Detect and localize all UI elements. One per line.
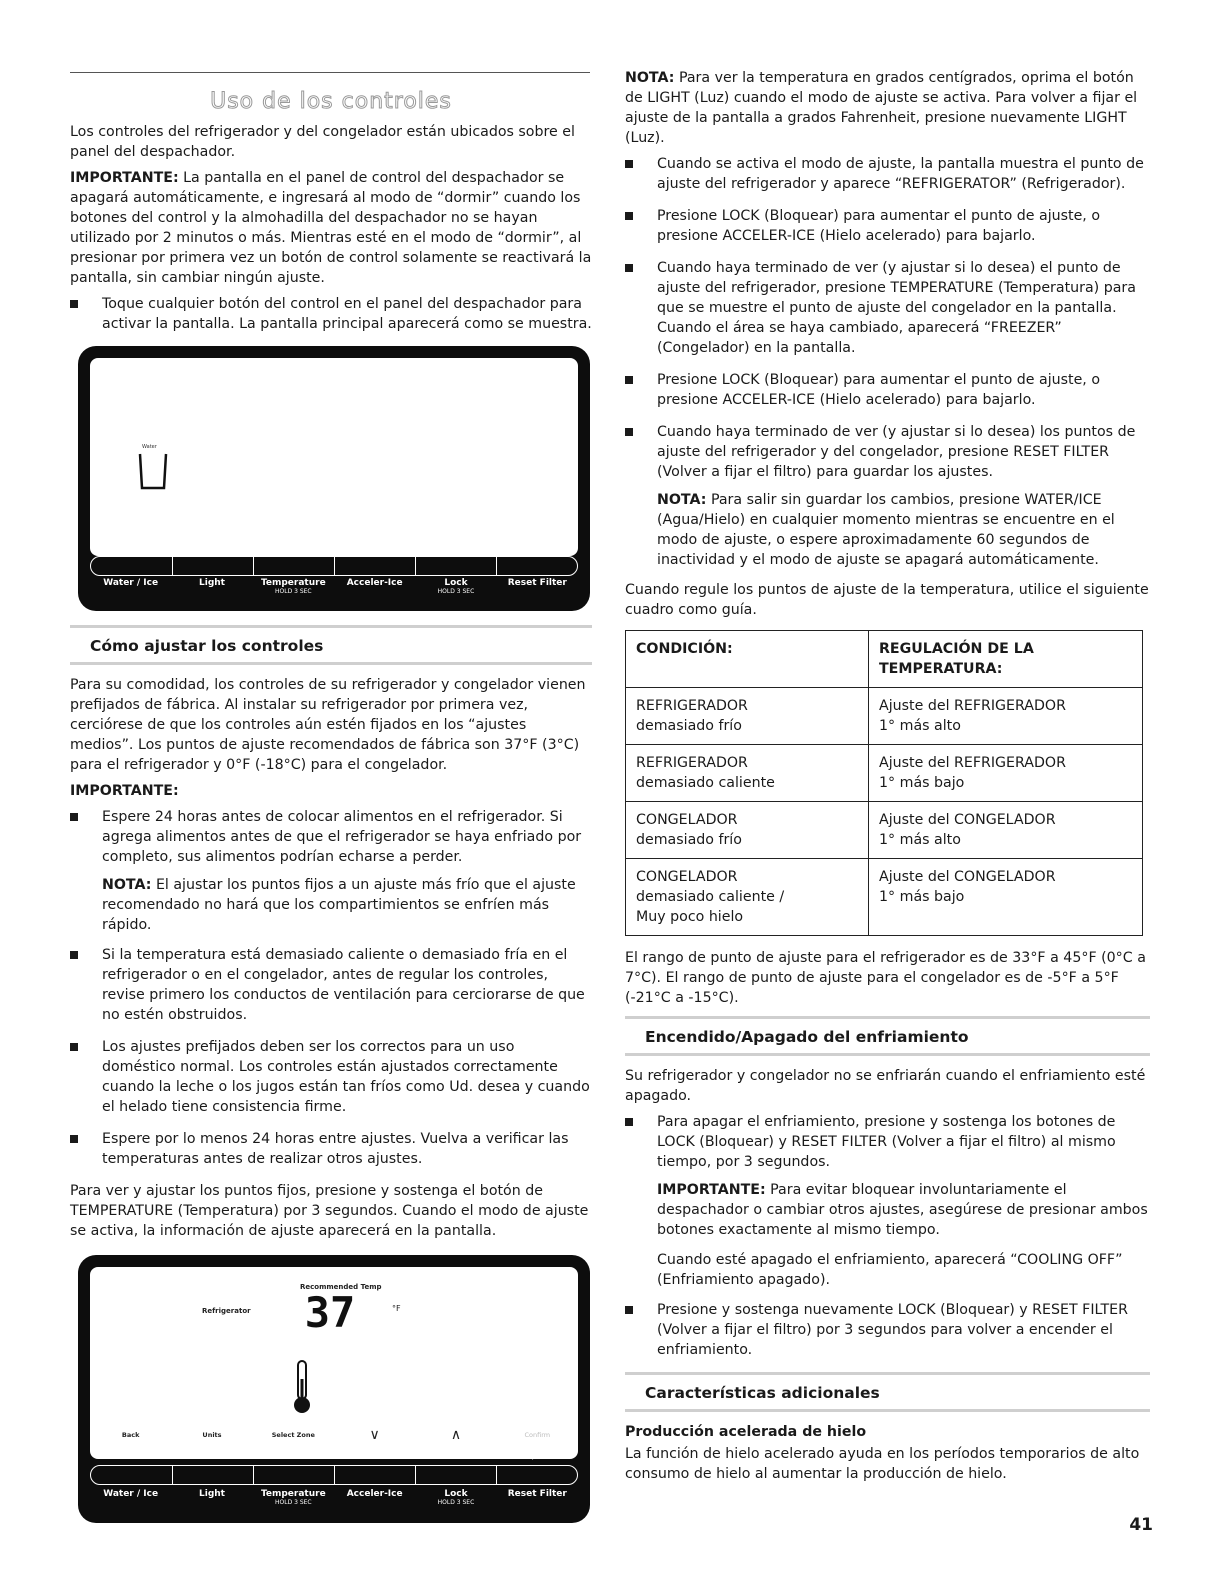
acceler-ice-button[interactable]: Acceler-Ice — [346, 1489, 403, 1499]
list-item: Presione y sostenga nuevamente LOCK (Bloquear) y RESET FILTER (Volver a fijar el filtro) por 3 segundos para volver a encender el enfriamiento. — [625, 1300, 1150, 1360]
left-column — [70, 0, 592, 1537]
temperature-button[interactable]: Temperature HOLD 3 SEC — [260, 578, 326, 595]
down-arrow-icon[interactable]: ∨ — [369, 1427, 380, 1443]
table-header-regulation: REGULACIÓN DE LA TEMPERATURA: — [869, 631, 1143, 688]
table-header-row — [626, 631, 1143, 688]
table-row — [626, 745, 1143, 802]
adjust-intro-paragraph: Para su comodidad, los controles de su refrigerador y congelador vienen prefijados de fábrica. Al instalar su refrigerador por primera vez, cerciórese de que los controles aún estén fijados en los “ajustes medios”. Los puntos de ajuste recomendados de fábrica son 37°F (3°C) para el refrigerador y 0°F (-18°C) para el congelador. — [70, 677, 586, 773]
setpoint-bullet-list — [625, 154, 1150, 482]
panel-display-screen — [90, 358, 578, 556]
adjust-bullet-list-2 — [70, 945, 592, 1169]
table-row — [626, 859, 1143, 936]
adjust-bullet-list — [70, 807, 592, 867]
intro-paragraph: Los controles del refrigerador y del congelador están ubicados sobre el panel del despachador. — [70, 124, 575, 160]
menu-row — [90, 1425, 578, 1445]
list-item: Si la temperatura está demasiado caliente o demasiado fría en el refrigerador o en el congelador, antes de regular los controles, revise primero los conductos de ventilación para cerciorarse de que no estén obstruidos. — [70, 945, 592, 1025]
confirm-button[interactable]: Confirm — [524, 1431, 551, 1439]
dispenser-control-panel — [78, 346, 590, 611]
right-column — [625, 68, 1150, 1490]
note-paragraph: NOTA: El ajustar los puntos fijos a un ajuste más frío que el ajuste recomendado no hará que los compartimientos se enfríen más rápido. — [102, 877, 576, 933]
important-paragraph — [70, 168, 592, 288]
light-button[interactable]: Light — [199, 578, 225, 588]
light-button[interactable]: Light — [199, 1489, 225, 1499]
list-item: Presione LOCK (Bloquear) para aumentar el punto de ajuste, o presione ACCELER-ICE (Hielo acelerado) para bajarlo. — [625, 206, 1150, 246]
temperature-guide-table — [625, 630, 1143, 936]
water-glass-icon — [138, 450, 168, 490]
back-button[interactable]: Back — [121, 1431, 140, 1439]
list-item: Cuando haya terminado de ver (y ajustar si lo desea) el punto de ajuste del refrigerador, presione TEMPERATURE (Temperatura) para que se muestre el punto de ajuste del congelador en la pantalla. Cuando el área se haya cambiado, aparecerá “FREEZER” (Congelador) en la pantalla. — [625, 258, 1150, 358]
list-item: Para apagar el enfriamiento, presione y sostenga los botones de LOCK (Bloquear) y RESET FILTER (Volver a fijar el filtro) al mismo tiempo, por 3 segundos. — [625, 1112, 1150, 1172]
ice-paragraph: La función de hielo acelerado ayuda en los períodos temporarios de alto consumo de hielo al aumentar la producción de hielo. — [625, 1446, 1140, 1482]
table-cell: REFRIGERADOR demasiado frío — [626, 688, 869, 745]
important-label: IMPORTANTE: — [70, 170, 179, 186]
reset-filter-button[interactable]: Reset Filter — [507, 1489, 567, 1499]
select-zone-button[interactable]: Select Zone — [271, 1431, 315, 1439]
page-number: 41 — [1129, 1515, 1153, 1535]
cooling-off-paragraph: Cuando esté apagado el enfriamiento, aparecerá “COOLING OFF” (Enfriamiento apagado). — [657, 1252, 1123, 1288]
cooling-bullet-list — [625, 1112, 1150, 1172]
important-text: La pantalla en el panel de control del despachador se apagará automáticamente, e ingresará al modo de “dormir” cuando los botones del control y la almohadilla del despachador no se hayan utilizado por 2 minutos o más. Mientras esté en el modo de “dormir”, al presionar por primera vez un botón de control solamente se reactivará la pantalla, sin cambiar ningún ajuste. — [70, 170, 592, 286]
unit-label: °F — [392, 1304, 401, 1313]
list-item: Espere por lo menos 24 horas entre ajustes. Vuelva a verificar las temperaturas antes de realizar otros ajustes. — [70, 1129, 592, 1169]
reset-filter-button[interactable]: Reset Filter — [507, 578, 567, 588]
section-heading: Cómo ajustar los controles — [90, 637, 324, 655]
temperature-digits — [290, 1291, 370, 1335]
setpoint-paragraph: Para ver y ajustar los puntos fijos, presione y sostenga el botón de TEMPERATURE (Temperatura) por 3 segundos. Cuando el modo de ajuste se activa, la información de ajuste aparecerá en la pantalla. — [70, 1183, 589, 1239]
acceler-ice-button[interactable]: Acceler-Ice — [346, 578, 403, 588]
table-cell: CONGELADOR demasiado caliente / Muy poco hielo — [626, 859, 869, 936]
button-bar — [90, 1465, 578, 1485]
lock-button[interactable]: Lock HOLD 3 SEC — [437, 578, 475, 595]
water-label: Water — [142, 444, 157, 450]
list-item: Toque cualquier botón del control en el panel del despachador para activar la pantalla. La pantalla principal aparecerá como se muestra. — [70, 294, 592, 334]
water-ice-button[interactable]: Water / Ice — [103, 1489, 159, 1499]
section-heading: Encendido/Apagado del enfriamiento — [645, 1028, 969, 1046]
water-ice-button[interactable]: Water / Ice — [103, 578, 159, 588]
button-labels — [90, 578, 578, 595]
svg-text:37: 37 — [304, 1291, 356, 1335]
cooling-bullet-list-2 — [625, 1300, 1150, 1360]
table-cell: Ajuste del CONGELADOR 1° más bajo — [869, 859, 1143, 936]
table-intro-paragraph: Cuando regule los puntos de ajuste de la temperatura, utilice el siguiente cuadro como guía. — [625, 582, 1149, 618]
nota-exit-paragraph: NOTA: Para salir sin guardar los cambios, presione WATER/ICE (Agua/Hielo) en cualquier momento mientras se encuentre en el modo de ajuste, o espere aproximadamente 60 segundos de inactividad y el modo de ajuste se apagará automáticamente. — [657, 492, 1115, 568]
range-paragraph: El rango de punto de ajuste para el refrigerador es de 33°F a 45°F (0°C a 7°C). El rango de punto de ajuste para el congelador es de -5°F a 5°F (-21°C a -15°C). — [625, 950, 1146, 1006]
important-heading: IMPORTANTE: — [70, 783, 179, 799]
list-item: Cuando se activa el modo de ajuste, la pantalla muestra el punto de ajuste del refrigerador y aparece “REFRIGERATOR” (Refrigerador). — [625, 154, 1150, 194]
table-cell: CONGELADOR demasiado frío — [626, 802, 869, 859]
thermometer-icon — [290, 1359, 314, 1415]
lock-button[interactable]: Lock HOLD 3 SEC — [437, 1489, 475, 1506]
cooling-important-paragraph: IMPORTANTE: Para evitar bloquear involuntariamente el despachador o cambiar otros ajustes, asegúrese de presionar ambos botones exactamente al mismo tiempo. — [657, 1182, 1148, 1238]
hold-cooling-label: HOLD 3 SEC - COOLING ON/OFF — [450, 545, 546, 552]
recommended-temp-label: Recommended Temp — [300, 1283, 382, 1291]
table-cell: REFRIGERADOR demasiado caliente — [626, 745, 869, 802]
table-cell: Ajuste del CONGELADOR 1° más alto — [869, 802, 1143, 859]
up-arrow-icon[interactable]: ∧ — [450, 1427, 462, 1443]
list-item: Los ajustes prefijados deben ser los correctos para un uso doméstico normal. Los controles están ajustados correctamente cuando la leche o los jugos están tan fríos como Ud. desea y cuando el helado tiene consistencia firme. — [70, 1037, 592, 1117]
page-title: Uso de los controles — [210, 89, 452, 114]
ice-subheading: Producción acelerada de hielo — [625, 1424, 867, 1440]
nota-celsius-paragraph: NOTA: Para ver la temperatura en grados centígrados, oprima el botón de LIGHT (Luz) cuando el modo de ajuste se activa. Para volver a fijar el ajuste de la pantalla a grados Fahrenheit, presione nuevamente LIGHT (Luz). — [625, 70, 1138, 146]
section-additional-features — [625, 1372, 1150, 1412]
list-item: Presione LOCK (Bloquear) para aumentar el punto de ajuste, o presione ACCELER-ICE (Hielo acelerado) para bajarlo. — [625, 370, 1150, 410]
section-heading: Características adicionales — [645, 1384, 880, 1402]
section-adjust-controls — [70, 625, 592, 665]
list-item: Cuando haya terminado de ver (y ajustar si lo desea) los puntos de ajuste del refrigerador y del congelador, presione RESET FILTER (Volver a fijar el filtro) para guardar los ajustes. — [625, 422, 1150, 482]
refrigerator-label: Refrigerator — [202, 1307, 251, 1315]
touch-bullet-list — [70, 294, 592, 334]
cooling-intro-paragraph: Su refrigerador y congelador no se enfriarán cuando el enfriamiento esté apagado. — [625, 1068, 1146, 1104]
temperature-button[interactable]: Temperature HOLD 3 SEC — [260, 1489, 326, 1506]
section-cooling — [625, 1016, 1150, 1056]
panel-display-screen — [90, 1267, 578, 1459]
table-row — [626, 688, 1143, 745]
hold-cooling-label: HOLD 3 SEC - COOLING ON/OFF — [450, 1454, 546, 1461]
setpoint-control-panel — [78, 1255, 590, 1523]
table-cell: Ajuste del REFRIGERADOR 1° más alto — [869, 688, 1143, 745]
units-button[interactable]: Units — [202, 1431, 222, 1439]
table-header-condition: CONDICIÓN: — [626, 631, 869, 688]
button-labels — [90, 1489, 578, 1506]
button-bar — [90, 556, 578, 576]
table-row — [626, 802, 1143, 859]
table-cell: Ajuste del REFRIGERADOR 1° más bajo — [869, 745, 1143, 802]
list-item: Espere 24 horas antes de colocar alimentos en el refrigerador. Si agrega alimentos antes de que el refrigerador se haya enfriado por completo, sus alimentos podrían echarse a perder. — [70, 807, 592, 867]
